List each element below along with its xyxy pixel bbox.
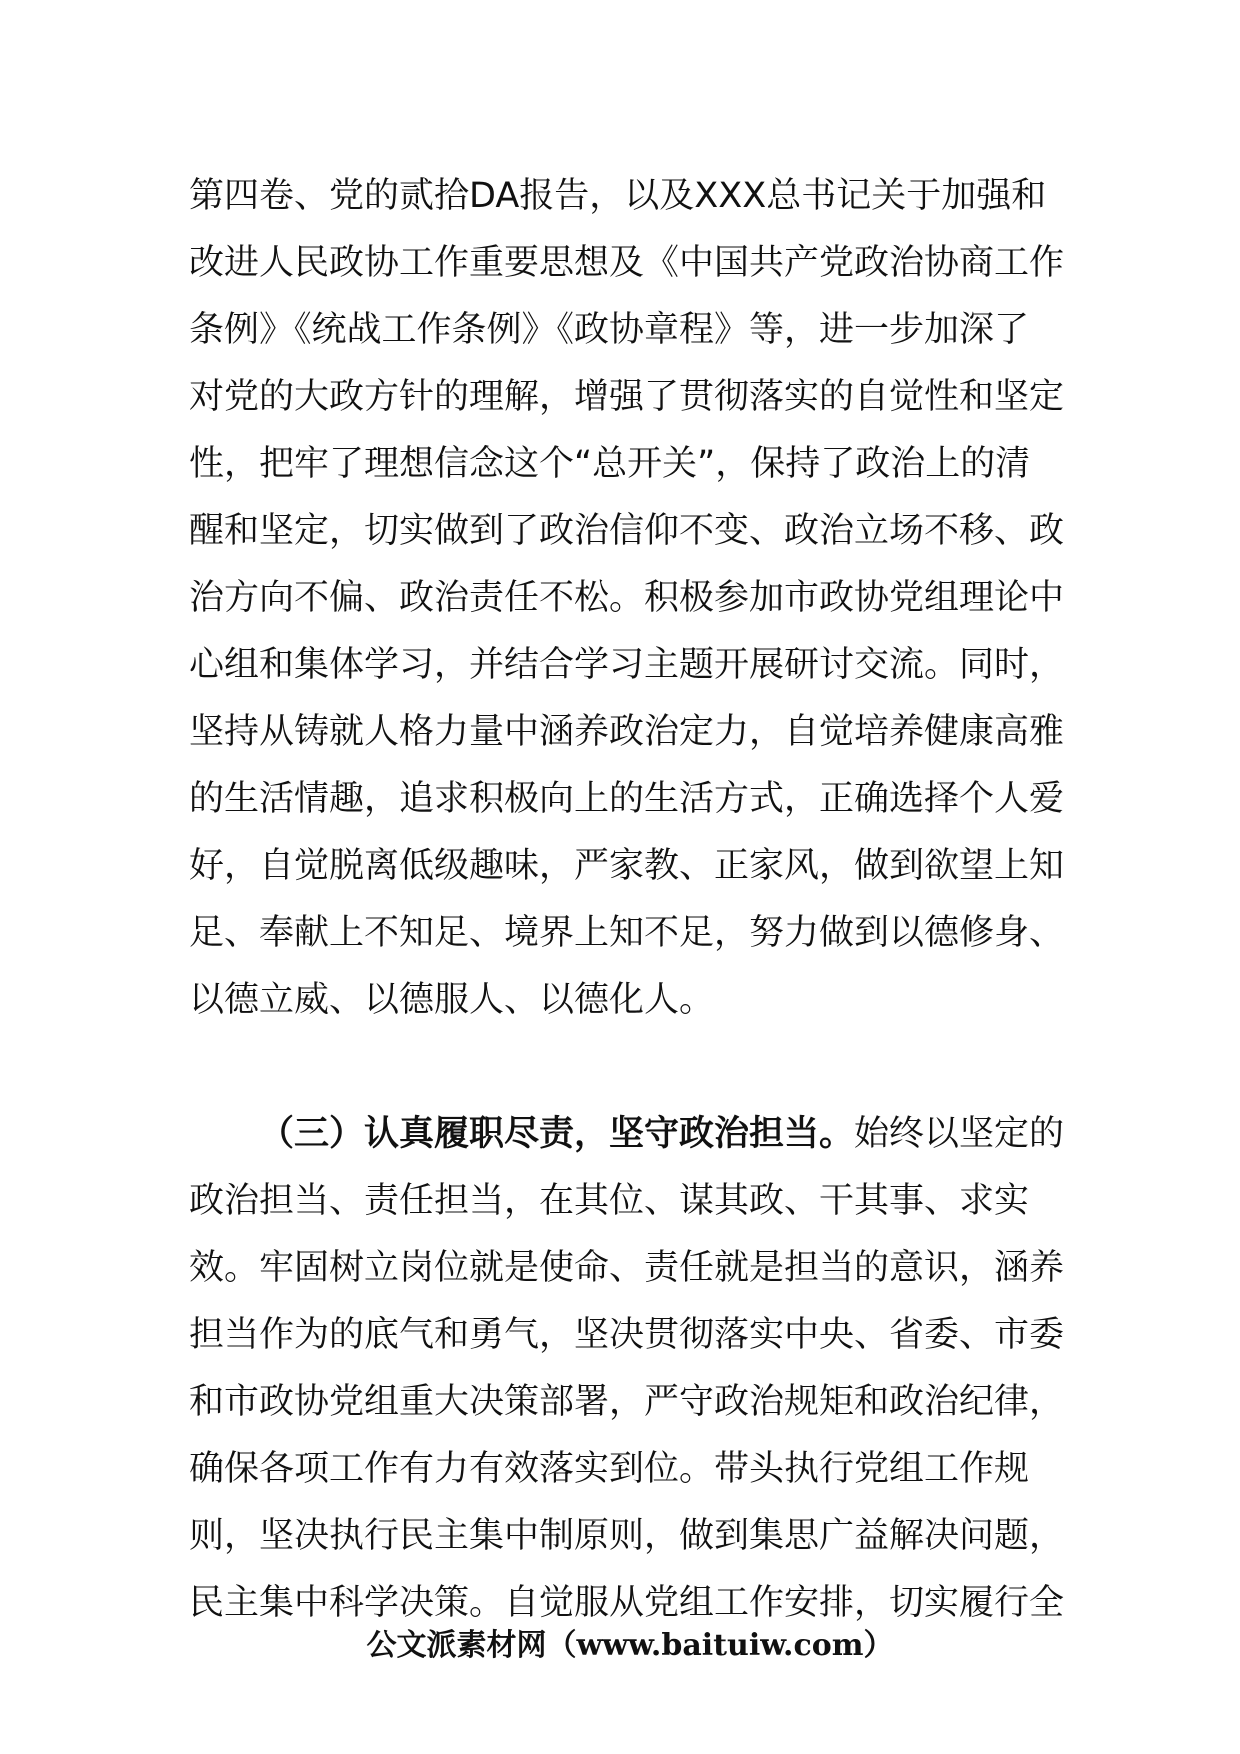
footer-watermark: 公文派素材网（www.baituiw.com） xyxy=(366,1628,894,1663)
text-line: 第四卷、党的贰拾DA报告，以及XXX总书记关于加强和 xyxy=(189,176,1047,216)
text-line: 好，自觉脱离低级趣味，严家教、正家风，做到欲望上知 xyxy=(189,846,1065,886)
section-heading-line xyxy=(189,1101,1069,1168)
text-line: 坚持从铸就人格力量中涵养政治定力，自觉培养健康高雅 xyxy=(189,712,1065,752)
text-line: 民主集中科学决策。自觉服从党组工作安排，切实履行全 xyxy=(189,1583,1065,1623)
text-line: 改进人民政协工作重要思想及《中国共产党政治协商工作 xyxy=(189,243,1065,283)
paragraph-gap xyxy=(189,1034,1069,1101)
text-line: 政治担当、责任担当，在其位、谋其政、干其事、求实 xyxy=(189,1181,1030,1221)
text-line: 条例》《统战工作条例》《政协章程》等，进一步加深了 xyxy=(189,310,1030,350)
heading-line-rest: 始终以坚定的 xyxy=(854,1114,1065,1154)
body-text xyxy=(189,163,1069,1637)
text-line: 以德立威、以德服人、以德化人。 xyxy=(189,980,715,1020)
text-line: 担当作为的底气和勇气，坚决贯彻落实中央、省委、市委 xyxy=(189,1315,1065,1355)
text-line: 确保各项工作有力有效落实到位。带头执行党组工作规 xyxy=(189,1449,1030,1489)
text-line: 对党的大政方针的理解，增强了贯彻落实的自觉性和坚定 xyxy=(189,377,1065,417)
text-line: 醒和坚定，切实做到了政治信仰不变、政治立场不移、政 xyxy=(189,511,1065,551)
text-line: 效。牢固树立岗位就是使命、责任就是担当的意识，涵养 xyxy=(189,1248,1065,1288)
section-heading: （三）认真履职尽责，坚守政治担当。 xyxy=(259,1114,855,1154)
text-line: 心组和集体学习，并结合学习主题开展研讨交流。同时， xyxy=(189,645,1065,685)
text-line: 治方向不偏、政治责任不松。积极参加市政协党组理论中 xyxy=(189,578,1065,618)
text-line: 足、奉献上不知足、境界上知不足，努力做到以德修身、 xyxy=(189,913,1065,953)
text-line: 和市政协党组重大决策部署，严守政治规矩和政治纪律， xyxy=(189,1382,1065,1422)
text-line: 则，坚决执行民主集中制原则，做到集思广益解决问题， xyxy=(189,1516,1065,1556)
text-line: 性，把牢了理想信念这个“总开关”，保持了政治上的清 xyxy=(189,444,1031,484)
text-line: 的生活情趣，追求积极向上的生活方式，正确选择个人爱 xyxy=(189,779,1065,819)
